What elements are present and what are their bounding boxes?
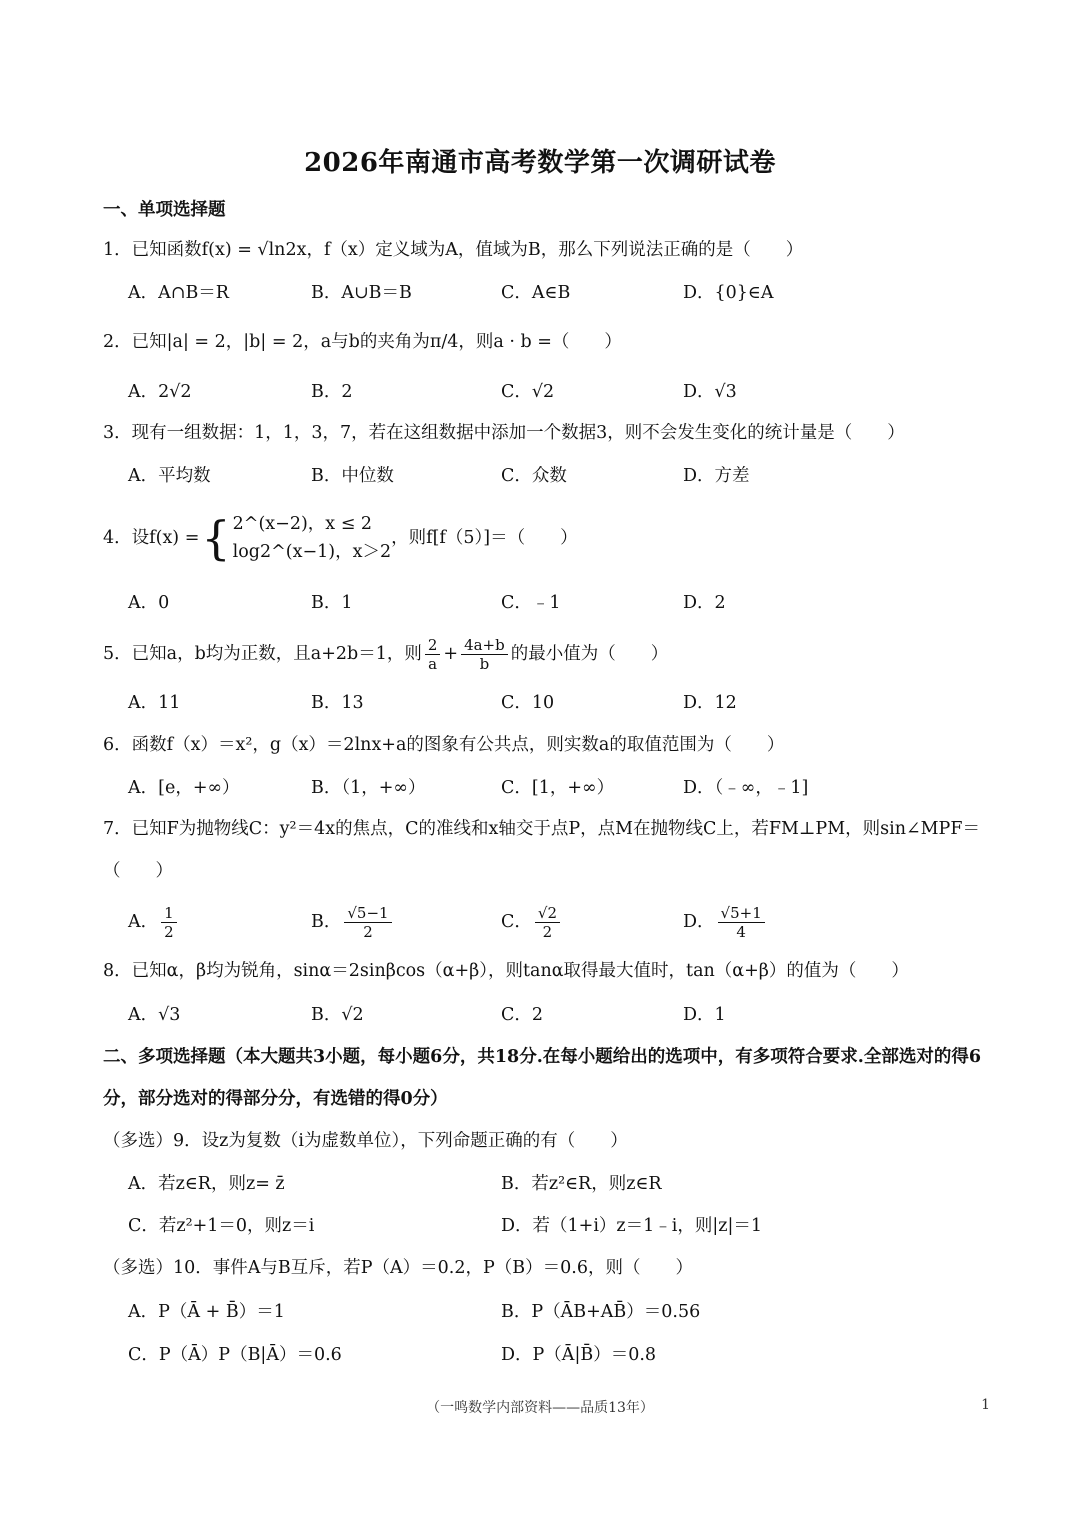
piecewise-case-2: log2^(x−1)，x＞2 xyxy=(232,542,392,562)
option-a: A．A∩B＝R xyxy=(128,283,229,303)
left-brace-icon: { xyxy=(201,511,231,565)
option-d: D．12 xyxy=(683,693,737,713)
question-7: 7．已知F为抛物线C：y²＝4x的焦点，C的准线和x轴交于点P，点M在抛物线C上，若FM⊥PM，则sin∠MPF＝（ ） xyxy=(103,819,980,881)
option-a: A．P（Ā + B̄）＝1 xyxy=(128,1302,285,1322)
option-b: B．P（ĀB+AB̄）＝0.56 xyxy=(501,1302,701,1322)
option-d: D．1 xyxy=(683,1005,726,1025)
option-c: C．10 xyxy=(501,693,555,713)
option-b: B．中位数 xyxy=(311,466,394,486)
option-d: D．方差 xyxy=(683,466,750,486)
question-5: 5．已知a，b均为正数，且a+2b＝1，则 $\frac{2}{a}$ + $\frac{4a+b}{b}$ 的最小值为（ ） xyxy=(103,636,669,673)
piecewise-case-1: 2^(x−2)，x ≤ 2 xyxy=(232,514,373,534)
option-b: B．13 xyxy=(311,693,364,713)
option-d: D．P（Ā|B̄）＝0.8 xyxy=(501,1345,657,1365)
option-a: A． $\frac{1}{2}$ xyxy=(128,904,180,941)
option-c: C．若z²+1＝0，则z＝i xyxy=(128,1216,315,1236)
option-c: C．P（Ā）P（B|Ā）＝0.6 xyxy=(128,1345,342,1365)
question-9: （多选）9．设z为复数（i为虚数单位），下列命题正确的有（ ） xyxy=(103,1131,628,1151)
question-1-suffix: ，f（x）定义域为A，值域为B，那么下列说法正确的是（ ） xyxy=(306,240,804,260)
option-a: A．11 xyxy=(128,693,181,713)
option-b: B．2 xyxy=(311,382,353,402)
question-4-prefix: 4．设f(x) = xyxy=(103,528,200,548)
question-2-options xyxy=(128,377,1008,407)
option-c: C．﹣1 xyxy=(501,593,561,613)
question-3: 3．现有一组数据：1，1，3，7，若在这组数据中添加一个数据3，则不会发生变化的统计量是（ ） xyxy=(103,423,905,443)
option-c: C．众数 xyxy=(501,466,567,486)
question-10-options-row-2 xyxy=(128,1340,1008,1370)
option-a: A．0 xyxy=(128,593,170,613)
section-heading-multiple-choice: 二、多项选择题（本大题共3小题，每小题6分，共18分.在每小题给出的选项中，有多项符合要求.全部选对的得6分，部分选对的得部分分，有选错的得0分） xyxy=(103,1047,982,1109)
page-number: 1 xyxy=(981,1397,990,1413)
question-4-suffix: ，则f[f（5）]＝（ ） xyxy=(391,528,578,548)
option-b: B． $\frac{√5-1}{2}$ xyxy=(311,904,395,941)
question-5-suffix: 的最小值为（ ） xyxy=(510,644,669,664)
question-8-options xyxy=(128,1000,1008,1030)
question-6: 6．函数f（x）＝x²，g（x）＝2lnx+a的图象有公共点，则实数a的取值范围为（ ） xyxy=(103,735,785,755)
option-b: B．A∪B＝B xyxy=(311,283,412,303)
question-1 xyxy=(103,238,803,262)
fraction-2-over-a: $\frac{2}{a}$ xyxy=(425,636,441,673)
question-5-prefix: 5．已知a，b均为正数，且a+2b＝1，则 xyxy=(103,644,422,664)
option-a: A．√3 xyxy=(128,1005,181,1025)
question-1-prefix: 1．已知函数 xyxy=(103,240,202,260)
question-7-options xyxy=(128,904,1008,950)
option-c: C．2 xyxy=(501,1005,544,1025)
option-b: B．（1，+∞） xyxy=(311,778,426,798)
option-b: B．√2 xyxy=(311,1005,364,1025)
option-b: B．若z²∈R，则z∈R xyxy=(501,1174,662,1194)
question-10-options-row-1 xyxy=(128,1297,1008,1327)
question-2: 2．已知|a| = 2，|b| = 2，a与b的夹角为π/4，则a · b =（ ） xyxy=(103,332,622,352)
option-d: D．{0}∈A xyxy=(683,283,774,303)
option-a: A．2√2 xyxy=(128,382,192,402)
fraction-4a-plus-b-over-b: $\frac{4a+b}{b}$ xyxy=(461,636,508,673)
option-c: C．√2 xyxy=(501,382,555,402)
question-10: （多选）10．事件A与B互斥，若P（A）＝0.2，P（B）＝0.6，则（ ） xyxy=(103,1258,693,1278)
option-a: A．若z∈R，则z= z̄ xyxy=(128,1174,285,1194)
option-a: A．平均数 xyxy=(128,466,211,486)
option-a: A．[e，+∞） xyxy=(128,778,240,798)
option-d: D．（﹣∞，﹣1] xyxy=(683,778,809,798)
question-4 xyxy=(103,510,578,566)
option-b: B．1 xyxy=(311,593,353,613)
question-6-options xyxy=(128,773,1008,803)
page-footer: （一鸣数学内部资料——品质13年） xyxy=(426,1400,654,1416)
question-3-options xyxy=(128,461,1008,491)
option-c: C． $\frac{√2}{2}$ xyxy=(501,904,563,941)
option-d: D．2 xyxy=(683,593,726,613)
question-8: 8．已知α，β均为锐角，sinα＝2sinβcos（α+β），则tanα取得最大值时，tan（α+β）的值为（ ） xyxy=(103,961,909,981)
question-9-options-row-2 xyxy=(128,1211,1008,1241)
question-4-options xyxy=(128,588,1008,618)
page-title: 2026年南通市高考数学第一次调研试卷 xyxy=(304,148,776,178)
option-d: D．若（1+i）z＝1﹣i，则|z|＝1 xyxy=(501,1216,763,1236)
option-c: C．A∈B xyxy=(501,283,571,303)
question-1-options xyxy=(128,278,1008,308)
question-5-options xyxy=(128,688,1008,718)
question-9-options-row-1 xyxy=(128,1169,1008,1199)
question-1-math: f(x) = √ln2x xyxy=(201,240,307,260)
option-c: C．[1，+∞） xyxy=(501,778,615,798)
section-heading-single-choice: 一、单项选择题 xyxy=(103,200,226,220)
option-d: D． $\frac{√5+1}{4}$ xyxy=(683,904,768,941)
option-d: D．√3 xyxy=(683,382,737,402)
